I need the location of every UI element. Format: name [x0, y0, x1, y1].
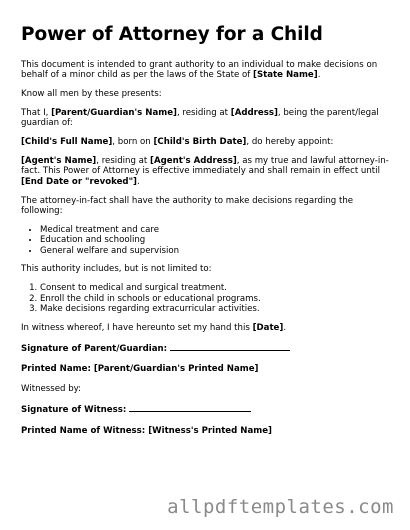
list-item: 2. Enroll the child in schools or educational programs.	[40, 294, 391, 304]
witness-signature-line	[21, 403, 391, 415]
child-paragraph	[21, 137, 391, 147]
authority-numbered-list	[21, 283, 391, 314]
parent-signature-blank[interactable]	[170, 342, 290, 351]
authority-paragraph: The attorney-in-fact shall have the authority to make decisions regarding the following:	[21, 195, 354, 217]
witness-signature-blank[interactable]	[129, 403, 251, 412]
intro-end: .	[317, 70, 321, 81]
parent-signature-label: Signature of Parent/Guardian:	[21, 343, 168, 354]
list-item: 3. Make decisions regarding extracurricular activities.	[40, 304, 391, 314]
watermark: allpdftemplates.com	[167, 496, 394, 518]
witness-text: In witness whereof, I have hereunto set my hand this	[21, 322, 253, 333]
that-text: That I,	[21, 108, 52, 118]
address-placeholder: [Address]	[230, 108, 278, 118]
know-all-paragraph: Know all men by these presents:	[21, 89, 162, 100]
child-name-placeholder: [Child's Full Name]	[21, 137, 113, 148]
guardian-text: , being the parent/legal guardian of:	[21, 108, 379, 129]
agent-residing-text: , residing at	[96, 156, 151, 166]
includes-paragraph: This authority includes, but is not limited to:	[21, 264, 212, 275]
list-item: • Education and schooling	[40, 235, 391, 245]
end-date-placeholder: [End Date or "revoked"]	[21, 176, 137, 187]
list-item: 1. Consent to medical and surgical treatment.	[40, 283, 391, 293]
printed-witness-name-line: Printed Name of Witness: [Witness's Printed Name]	[21, 425, 272, 436]
intro-text: This document is intended to grant authority to an individual to make decisions on behalf of a minor child as per the laws of the State of	[21, 60, 378, 81]
witness-signature-label: Signature of Witness:	[21, 405, 127, 416]
appoint-text: , do hereby appoint:	[246, 137, 334, 148]
witnessed-by-label: Witnessed by:	[21, 384, 82, 395]
parent-signature-line	[21, 342, 391, 354]
authority-bullet-list	[21, 225, 391, 256]
intro-paragraph	[21, 60, 391, 81]
printed-name-line: Printed Name: [Parent/Guardian's Printed Name]	[21, 364, 259, 375]
residing-text: , residing at	[176, 108, 231, 118]
witness-paragraph	[21, 323, 391, 333]
agent-paragraph	[21, 156, 391, 187]
state-name-placeholder: [State Name]	[253, 70, 318, 81]
agent-name-placeholder: [Agent's Name]	[21, 156, 97, 166]
agent-address-placeholder: [Agent's Address]	[150, 156, 237, 166]
born-text: , born on	[112, 137, 154, 148]
page-title: Power of Attorney for a Child	[21, 24, 323, 45]
parent-paragraph	[21, 108, 391, 129]
witness-end: .	[283, 322, 287, 333]
list-item: • Medical treatment and care	[40, 225, 391, 235]
parent-name-placeholder: [Parent/Guardian's Name]	[51, 108, 177, 118]
list-item: • General welfare and supervision	[40, 246, 391, 256]
effective-text: , as my true and lawful attorney-in-fact. This Power of Attorney is effective immediately and shall remain in effect until	[21, 156, 389, 177]
child-birth-date-placeholder: [Child's Birth Date]	[153, 137, 247, 148]
agent-end: .	[136, 176, 140, 187]
date-placeholder: [Date]	[252, 322, 284, 333]
